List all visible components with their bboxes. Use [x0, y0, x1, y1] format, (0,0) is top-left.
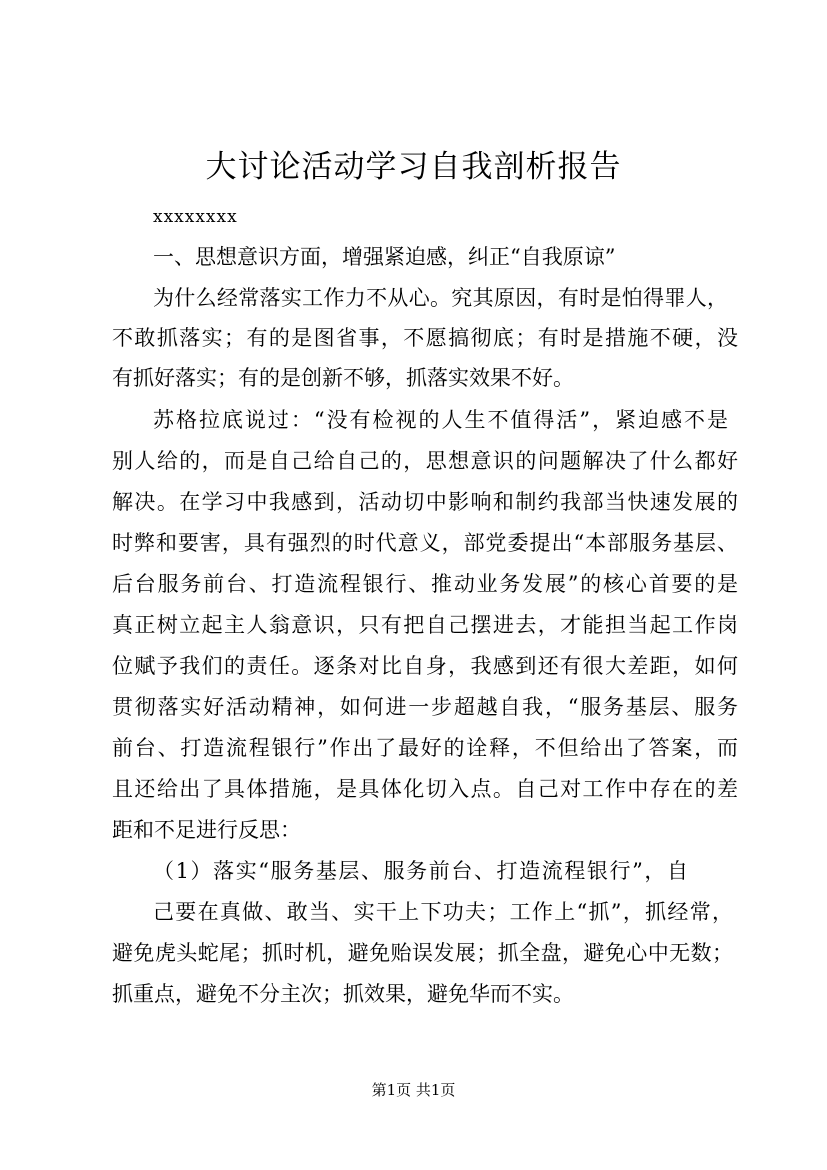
paragraph-line: 真正树立起主人翁意识，只有把自己摆进去，才能担当起工作岗 — [112, 613, 738, 637]
paragraph-line: 不敢抓落实；有的是图省事，不愿搞彻底；有时是措施不硬，没 — [112, 326, 738, 350]
paragraph-line: 别人给的，而是自己给自己的，思想意识的问题解决了什么都好 — [112, 449, 738, 473]
author-name: xxxxxxxx — [153, 207, 238, 227]
list-item-line: （1）落实“服务基层、服务前台、打造流程银行”，自 — [153, 859, 688, 883]
paragraph-line: 时弊和要害，具有强烈的时代意义，部党委提出“本部服务基层、 — [112, 531, 738, 555]
paragraph-line: 为什么经常落实工作力不从心。究其原因，有时是怕得罪人， — [153, 286, 728, 310]
paragraph-line: 后台服务前台、打造流程银行、推动业务发展”的核心首要的是 — [112, 572, 738, 596]
paragraph-line: 贯彻落实好活动精神，如何进一步超越自我，“服务基层、服务 — [112, 695, 738, 719]
document-title: 大讨论活动学习自我剖析报告 — [205, 149, 622, 185]
paragraph-line: 避免虎头蛇尾；抓时机，避免贻误发展；抓全盘，避免心中无数； — [112, 941, 733, 965]
paragraph-line: 己要在真做、敢当、实干上下功夫；工作上“抓”，抓经常， — [153, 900, 733, 924]
page-number-footer: 第1页 共1页 — [371, 1081, 456, 1099]
paragraph-line: 抓重点，避免不分主次；抓效果，避免华而不实。 — [112, 982, 574, 1006]
paragraph-line: 解决。在学习中我感到，活动切中影响和制约我部当快速发展的 — [112, 490, 738, 514]
paragraph-line: 位赋予我们的责任。逐条对比自身，我感到还有很大差距，如何 — [112, 654, 738, 678]
paragraph-line: 苏格拉底说过：“没有检视的人生不值得活”，紧迫感不是 — [153, 408, 728, 432]
paragraph-line: 距和不足进行反思： — [112, 818, 301, 842]
paragraph-line: 且还给出了具体措施，是具体化切入点。自己对工作中存在的差 — [112, 777, 738, 801]
paragraph-line: 有抓好落实；有的是创新不够，抓落实效果不好。 — [112, 366, 574, 390]
paragraph-line: 前台、打造流程银行”作出了最好的诠释，不但给出了答案，而 — [112, 736, 738, 760]
section-heading: 一、思想意识方面，增强紧迫感，纠正“自我原谅” — [153, 245, 616, 269]
